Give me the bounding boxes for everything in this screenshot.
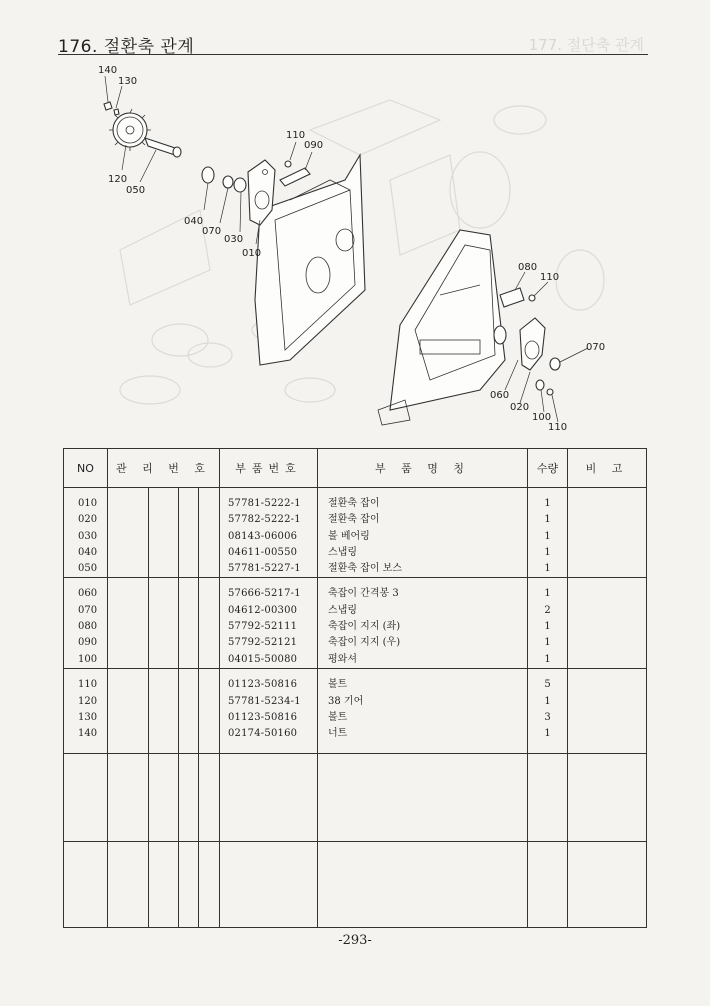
row-part-no: 04612-00300 bbox=[228, 604, 298, 616]
cell-no bbox=[64, 754, 108, 842]
row-part-name: 스냅링 bbox=[328, 604, 357, 616]
row-no: 100 bbox=[78, 653, 98, 665]
table-group bbox=[64, 669, 647, 754]
callout-label: 060 bbox=[490, 390, 510, 401]
row-qty: 1 bbox=[544, 695, 551, 707]
callout-label: 030 bbox=[224, 234, 244, 245]
bleed-through-title: 177. 절단축 관계 bbox=[528, 36, 644, 54]
cell-part-no bbox=[220, 488, 318, 578]
header-no: NO bbox=[64, 449, 108, 488]
cell-part-name bbox=[318, 842, 528, 928]
row-part-no: 04611-00550 bbox=[228, 546, 298, 558]
row-qty: 1 bbox=[544, 563, 551, 575]
row-qty: 1 bbox=[544, 498, 551, 509]
row-part-no: 57781-5227-1 bbox=[228, 563, 301, 575]
row-part-name: 스냅링 bbox=[328, 546, 357, 558]
cell-no bbox=[64, 578, 108, 669]
row-part-no: 57792-52111 bbox=[228, 621, 298, 633]
cell-qty bbox=[528, 754, 568, 842]
parts-table bbox=[63, 448, 647, 928]
cell-no bbox=[64, 669, 108, 754]
row-part-name: 볼트 bbox=[328, 712, 348, 724]
shift-arm-020 bbox=[520, 318, 545, 370]
cell-remarks bbox=[568, 488, 647, 578]
row-qty: 5 bbox=[544, 679, 551, 691]
callout-label: 090 bbox=[304, 140, 324, 151]
row-part-no: 08143-06006 bbox=[228, 530, 298, 542]
callout-label: 020 bbox=[510, 402, 530, 413]
row-part-no: 57782-5222-1 bbox=[228, 514, 301, 526]
table-group-empty bbox=[64, 754, 647, 842]
row-part-no: 57781-5222-1 bbox=[228, 498, 301, 509]
row-part-name: 38 기어 bbox=[328, 695, 364, 707]
bolt-110 bbox=[547, 389, 553, 395]
page-header bbox=[58, 30, 648, 55]
row-part-no: 01123-50816 bbox=[228, 679, 298, 691]
ball-bearing bbox=[234, 178, 246, 192]
table-header-row bbox=[64, 449, 647, 488]
row-qty: 1 bbox=[544, 621, 551, 633]
cell-management bbox=[108, 754, 220, 842]
cell-management bbox=[108, 669, 220, 754]
row-part-name: 축잡이 지지 (우) bbox=[328, 637, 401, 649]
row-part-no: 57781-5234-1 bbox=[228, 695, 301, 707]
header-part-no: 부품번호 bbox=[220, 449, 318, 488]
header-management: 관 리 번 호 bbox=[108, 449, 220, 488]
row-qty: 3 bbox=[544, 712, 551, 724]
support-bracket-080 bbox=[500, 288, 535, 307]
row-part-name: 절환축 잡이 bbox=[328, 498, 380, 509]
row-no: 040 bbox=[78, 546, 98, 558]
row-no: 140 bbox=[78, 728, 98, 740]
flat-washer bbox=[536, 380, 544, 390]
cell-no bbox=[64, 842, 108, 928]
callout-label: 070 bbox=[202, 226, 222, 237]
row-part-no: 57666-5217-1 bbox=[228, 588, 301, 600]
header-remarks: 비 고 bbox=[568, 449, 647, 488]
callout-label: 010 bbox=[242, 248, 262, 259]
row-qty: 1 bbox=[544, 514, 551, 526]
snap-ring bbox=[202, 167, 214, 183]
callout-label: 070 bbox=[586, 342, 606, 353]
callout-label: 110 bbox=[548, 422, 568, 433]
row-qty: 1 bbox=[544, 588, 551, 600]
callout-label: 120 bbox=[108, 174, 128, 185]
cell-remarks bbox=[568, 754, 647, 842]
table-group bbox=[64, 488, 647, 578]
support-bracket-090 bbox=[280, 161, 310, 186]
row-part-name: 볼트 bbox=[328, 679, 348, 691]
cell-part-no bbox=[220, 754, 318, 842]
exploded-diagram bbox=[60, 60, 650, 445]
row-part-name: 축잡이 간격봉 3 bbox=[328, 588, 399, 600]
cell-qty bbox=[528, 669, 568, 754]
row-qty: 1 bbox=[544, 637, 551, 649]
cell-remarks bbox=[568, 578, 647, 669]
page-title: 176. 절환축 관계 bbox=[58, 37, 195, 57]
cell-part-no bbox=[220, 669, 318, 754]
row-part-name: 절환축 잡이 보스 bbox=[328, 563, 402, 575]
callout-label: 140 bbox=[98, 65, 118, 76]
cell-management bbox=[108, 842, 220, 928]
row-part-no: 01123-50816 bbox=[228, 712, 298, 724]
row-qty: 1 bbox=[544, 546, 551, 558]
cell-part-name bbox=[318, 754, 528, 842]
table-group bbox=[64, 578, 647, 669]
cell-remarks bbox=[568, 669, 647, 754]
page-number: -293- bbox=[338, 933, 372, 948]
row-no: 080 bbox=[78, 621, 98, 633]
row-no: 050 bbox=[78, 563, 98, 575]
row-part-name: 너트 bbox=[328, 728, 348, 740]
snap-ring-070 bbox=[223, 176, 233, 188]
row-part-name: 절환축 잡이 bbox=[328, 514, 380, 526]
cell-no bbox=[64, 488, 108, 578]
row-qty: 1 bbox=[544, 728, 551, 740]
row-part-no: 02174-50160 bbox=[228, 728, 298, 740]
row-no: 060 bbox=[78, 588, 98, 600]
cell-qty bbox=[528, 488, 568, 578]
row-no: 110 bbox=[78, 679, 98, 691]
row-no: 020 bbox=[78, 514, 98, 526]
callout-label: 040 bbox=[184, 216, 204, 227]
callout-label: 130 bbox=[118, 76, 138, 87]
cell-qty bbox=[528, 842, 568, 928]
callout-label: 080 bbox=[518, 262, 538, 273]
row-part-no: 04015-50080 bbox=[228, 653, 298, 665]
row-qty: 1 bbox=[544, 653, 551, 665]
row-part-name: 평와셔 bbox=[328, 653, 357, 665]
row-no: 120 bbox=[78, 695, 98, 707]
row-qty: 2 bbox=[544, 604, 551, 616]
callout-label: 050 bbox=[126, 185, 146, 196]
right-frame bbox=[378, 230, 506, 425]
callout-label: 100 bbox=[532, 412, 552, 423]
cell-part-name bbox=[318, 488, 528, 578]
cell-part-no bbox=[220, 578, 318, 669]
row-no: 070 bbox=[78, 604, 98, 616]
shaft-boss bbox=[145, 138, 181, 157]
row-part-no: 57792-52121 bbox=[228, 637, 298, 649]
row-part-name: 축잡이 지지 (좌) bbox=[328, 621, 401, 633]
cell-qty bbox=[528, 578, 568, 669]
spacer-rod bbox=[494, 326, 506, 344]
cell-part-no bbox=[220, 842, 318, 928]
row-part-name: 볼 베어링 bbox=[328, 530, 370, 542]
header-qty: 수량 bbox=[528, 449, 568, 488]
row-no: 090 bbox=[78, 637, 98, 649]
cell-part-name bbox=[318, 578, 528, 669]
row-no: 030 bbox=[78, 530, 98, 542]
cell-management bbox=[108, 488, 220, 578]
cell-remarks bbox=[568, 842, 647, 928]
header-part-name: 부 품 명 칭 bbox=[318, 449, 528, 488]
row-qty: 1 bbox=[544, 530, 551, 542]
snap-ring-right bbox=[550, 358, 560, 370]
cell-management bbox=[108, 578, 220, 669]
row-no: 010 bbox=[78, 498, 98, 509]
callout-label: 110 bbox=[540, 272, 560, 283]
row-no: 130 bbox=[78, 712, 98, 724]
callout-label: 110 bbox=[286, 130, 306, 141]
cell-part-name bbox=[318, 669, 528, 754]
table-group-empty bbox=[64, 842, 647, 928]
